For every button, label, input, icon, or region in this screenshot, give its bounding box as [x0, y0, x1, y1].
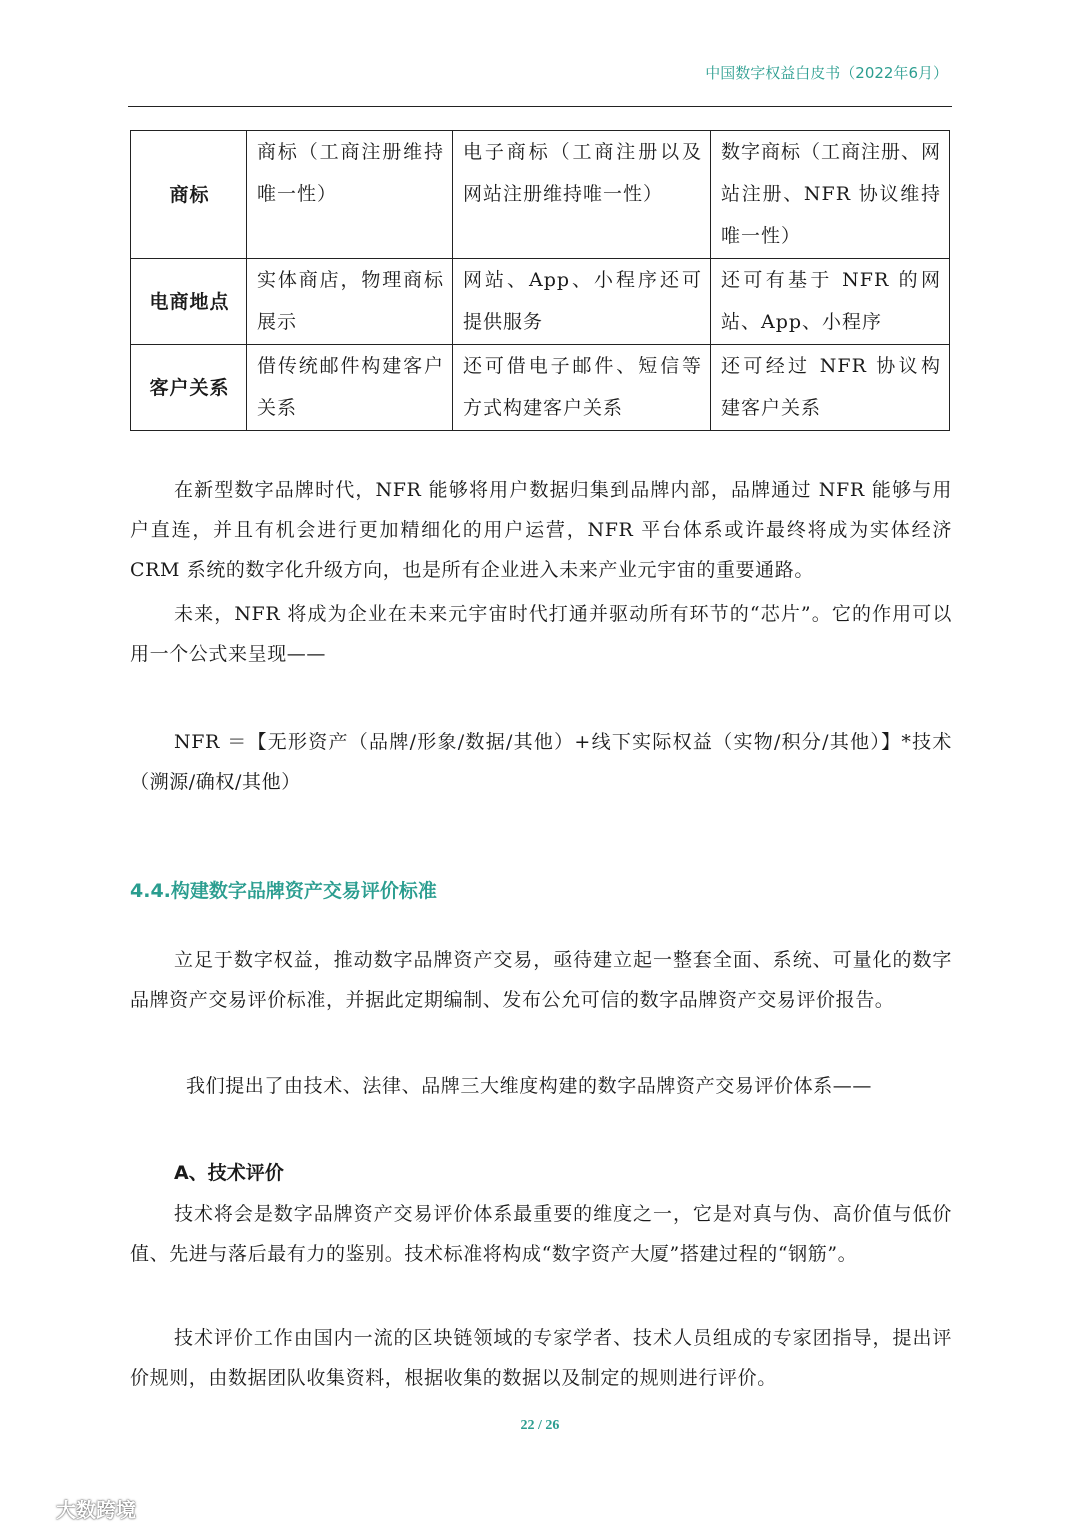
paragraph-nfr-brand-era: 在新型数字品牌时代，NFR 能够将用户数据归集到品牌内部，品牌通过 NFR 能够与用户直连，并且有机会进行更加精细化的用户运营，NFR 平台体系或许最终将成为实体经济 CRM 系统的数字化升级方向，也是所有企业进入未来产业元宇宙的重要通路。	[130, 479, 952, 581]
table-cell: 商标（工商注册维持唯一性）	[247, 131, 453, 259]
row-header-customer-relations: 客户关系	[131, 345, 247, 431]
section-heading: 4.4.构建数字品牌资产交易评价标准	[130, 880, 437, 902]
paragraph-evaluation-dimensions: 我们提出了由技术、法律、品牌三大维度构建的数字品牌资产交易评价体系——	[186, 1075, 873, 1097]
table-cell: 借传统邮件构建客户关系	[247, 345, 453, 431]
table-cell: 实体商店，物理商标展示	[247, 259, 453, 345]
row-header-ecommerce-location: 电商地点	[131, 259, 247, 345]
watermark	[10, 1494, 136, 1523]
subsection-heading: A、技术评价	[174, 1162, 284, 1184]
paragraph-tech-importance: 技术将会是数字品牌资产交易评价体系最重要的维度之一，它是对真与伪、高价值与低价值、先进与落后最有力的鉴别。技术标准将构成“数字资产大厦”搭建过程的“钢筋”。	[130, 1203, 952, 1265]
header-divider	[128, 106, 952, 107]
running-header: 中国数字权益白皮书（2022年6月）	[705, 64, 948, 82]
table-cell: 电子商标（工商注册以及网站注册维持唯一性）	[453, 131, 711, 259]
table-cell: 数字商标（工商注册、网站注册、NFR 协议维持唯一性）	[711, 131, 950, 259]
table-cell: 网站、App、小程序还可提供服务	[453, 259, 711, 345]
nfr-formula: NFR ＝【无形资产（品牌/形象/数据/其他）+线下实际权益（实物/积分/其他）】*技术（溯源/确权/其他）	[130, 731, 952, 793]
watermark-text: 大数跨境	[56, 1498, 136, 1522]
page-number: 22 / 26	[520, 1418, 560, 1433]
table-row	[131, 345, 950, 431]
paragraph-tech-evaluation: 技术评价工作由国内一流的区块链领域的专家学者、技术人员组成的专家团指导，提出评价规则，由数据团队收集资料，根据收集的数据以及制定的规则进行评价。	[130, 1327, 952, 1389]
table-cell: 还可借电子邮件、短信等方式构建客户关系	[453, 345, 711, 431]
paragraph-nfr-chip: 未来，NFR 将成为企业在未来元宇宙时代打通并驱动所有环节的“芯片”。它的作用可以用一个公式来呈现——	[130, 603, 952, 665]
table-cell: 还可有基于 NFR 的网站、App、小程序	[711, 259, 950, 345]
chat-bubble-logo-icon	[10, 1497, 50, 1521]
table-row	[131, 131, 950, 259]
paragraph-evaluation-standard: 立足于数字权益，推动数字品牌资产交易，亟待建立起一整套全面、系统、可量化的数字品牌资产交易评价标准，并据此定期编制、发布公允可信的数字品牌资产交易评价报告。	[130, 949, 952, 1011]
table-row	[131, 259, 950, 345]
table-cell: 还可经过 NFR 协议构建客户关系	[711, 345, 950, 431]
row-header-trademark: 商标	[131, 131, 247, 259]
comparison-table	[130, 130, 950, 431]
